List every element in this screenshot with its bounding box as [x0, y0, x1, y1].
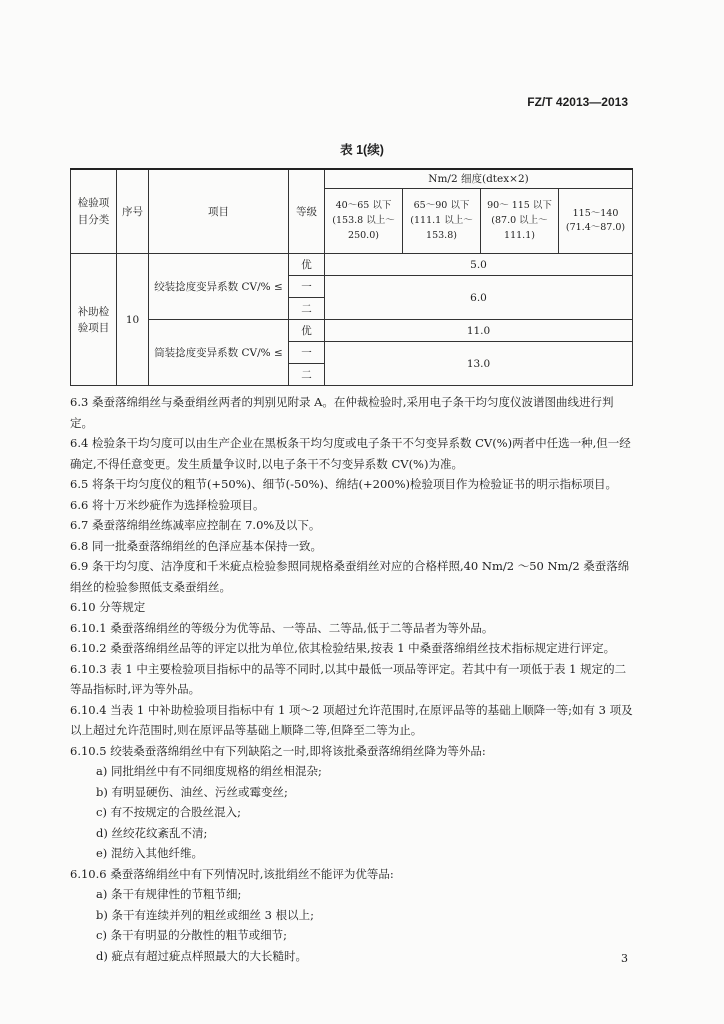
grade-cell: 二	[289, 364, 325, 386]
paragraph: 6.3 桑蚕落绵绢丝与桑蚕绢丝两者的判别见附录 A。在仲裁检验时,采用电子条干均匀度仪波谱图曲线进行判定。	[70, 395, 614, 430]
list-item: b) 条干有连续并列的粗丝或细丝 3 根以上;	[96, 907, 315, 922]
grade-cell: 优	[289, 320, 325, 342]
paragraph: 6.8 同一批桑蚕落绵绢丝的色泽应基本保持一致。	[70, 538, 322, 553]
list-item: c) 条干有明显的分散性的粗节或细节;	[96, 928, 287, 942]
grade-cell: 二	[289, 298, 325, 320]
list-item: c) 有不按规定的合股丝混入;	[96, 805, 241, 819]
body-text	[70, 392, 636, 966]
paragraph: 6.10.6 桑蚕落绵绢丝中有下列情况时,该批绢丝不能评为优等品:	[70, 866, 394, 881]
header-col-1: 40～65 以下 (153.8 以上～ 250.0)	[325, 189, 403, 254]
paragraph: 6.6 将十万米纱疵作为选择检验项目。	[70, 497, 265, 512]
paragraph: 6.9 条干均匀度、洁净度和千米疵点检验参照同规格桑蚕绢丝对应的合格样照,40 Nm/2 ～50 Nm/2 桑蚕落绵绢丝的检验参照低支桑蚕绢丝。	[70, 559, 630, 594]
list-item: d) 丝绞花纹紊乱不清;	[96, 825, 208, 840]
header-grade: 等级	[289, 169, 325, 254]
paragraph: 6.10.2 桑蚕落绵绢丝品等的评定以批为单位,依其检验结果,按表 1 中桑蚕落绵绢丝技术指标规定进行评定。	[70, 641, 616, 655]
header-seq: 序号	[117, 169, 149, 254]
value-cell: 5.0	[325, 254, 633, 276]
paragraph: 6.4 检验条干均匀度可以由生产企业在黑板条干均匀度或电子条干不匀变异系数 CV(%)两者中任选一种,但一经确定,不得任意变更。发生质量争议时,以电子条干不匀变异系数 CV(%)为准。	[70, 436, 631, 471]
item-cell: 绞装捻度变异系数 CV/% ≤	[149, 254, 289, 320]
table-title: 表 1(续)	[340, 143, 384, 157]
header-item: 项目	[149, 169, 289, 254]
header-col-3: 90～ 115 以下 (87.0 以上～ 111.1)	[481, 189, 559, 254]
spec-table	[70, 168, 633, 386]
page-number: 3	[621, 952, 628, 965]
item-cell: 筒装捻度变异系数 CV/% ≤	[149, 320, 289, 386]
header-category: 检验项目分类	[71, 169, 117, 254]
grade-cell: 优	[289, 254, 325, 276]
grade-cell: 一	[289, 276, 325, 298]
grade-cell: 一	[289, 342, 325, 364]
category-cell: 补助检验项目	[71, 254, 117, 386]
seq-cell: 10	[117, 254, 149, 386]
paragraph: 6.10.4 当表 1 中补助检验项目指标中有 1 项～2 项超过允许范围时,在原评品等的基础上顺降一等;如有 3 项及以上超过允许范围时,则在原评品等基础上顺降二等,但降至二等为止。	[70, 702, 633, 737]
paragraph: 6.10.1 桑蚕落绵绢丝的等级分为优等品、一等品、二等品,低于二等品者为等外品。	[70, 620, 494, 635]
list-item: b) 有明显硬伤、油丝、污丝或霉变丝;	[96, 784, 288, 799]
paragraph: 6.10.3 表 1 中主要检验项目指标中的品等不同时,以其中最低一项品等评定。若其中有一项低于表 1 规定的二等品指标时,评为等外品。	[70, 661, 627, 696]
value-cell: 13.0	[325, 342, 633, 386]
paragraph: 6.5 将条干均匀度仪的粗节(+50%)、细节(-50%)、绵结(+200%)检验项目作为检验证书的明示指标项目。	[70, 477, 618, 491]
paragraph: 6.7 桑蚕落绵绢丝练减率应控制在 7.0%及以下。	[70, 518, 321, 532]
value-cell: 11.0	[325, 320, 633, 342]
document-code: FZ/T 42013—2013	[527, 95, 628, 109]
list-item: a) 同批绢丝中有不同细度规格的绢丝相混杂;	[96, 764, 322, 778]
list-item: d) 疵点有超过疵点样照最大的大长糙时。	[96, 948, 308, 963]
header-col-4: 115～140 (71.4～87.0)	[559, 189, 633, 254]
value-cell: 6.0	[325, 276, 633, 320]
paragraph: 6.10.5 绞装桑蚕落绵绢丝中有下列缺陷之一时,即将该批桑蚕落绵绢丝降为等外品:	[70, 743, 486, 758]
header-fineness: Nm/2 细度(dtex×2)	[325, 169, 633, 189]
paragraph: 6.10 分等规定	[70, 600, 146, 614]
list-item: e) 混纺入其他纤维。	[96, 846, 203, 860]
list-item: a) 条干有规律性的节粗节细;	[96, 887, 242, 901]
header-col-2: 65～90 以下 (111.1 以上～ 153.8)	[403, 189, 481, 254]
